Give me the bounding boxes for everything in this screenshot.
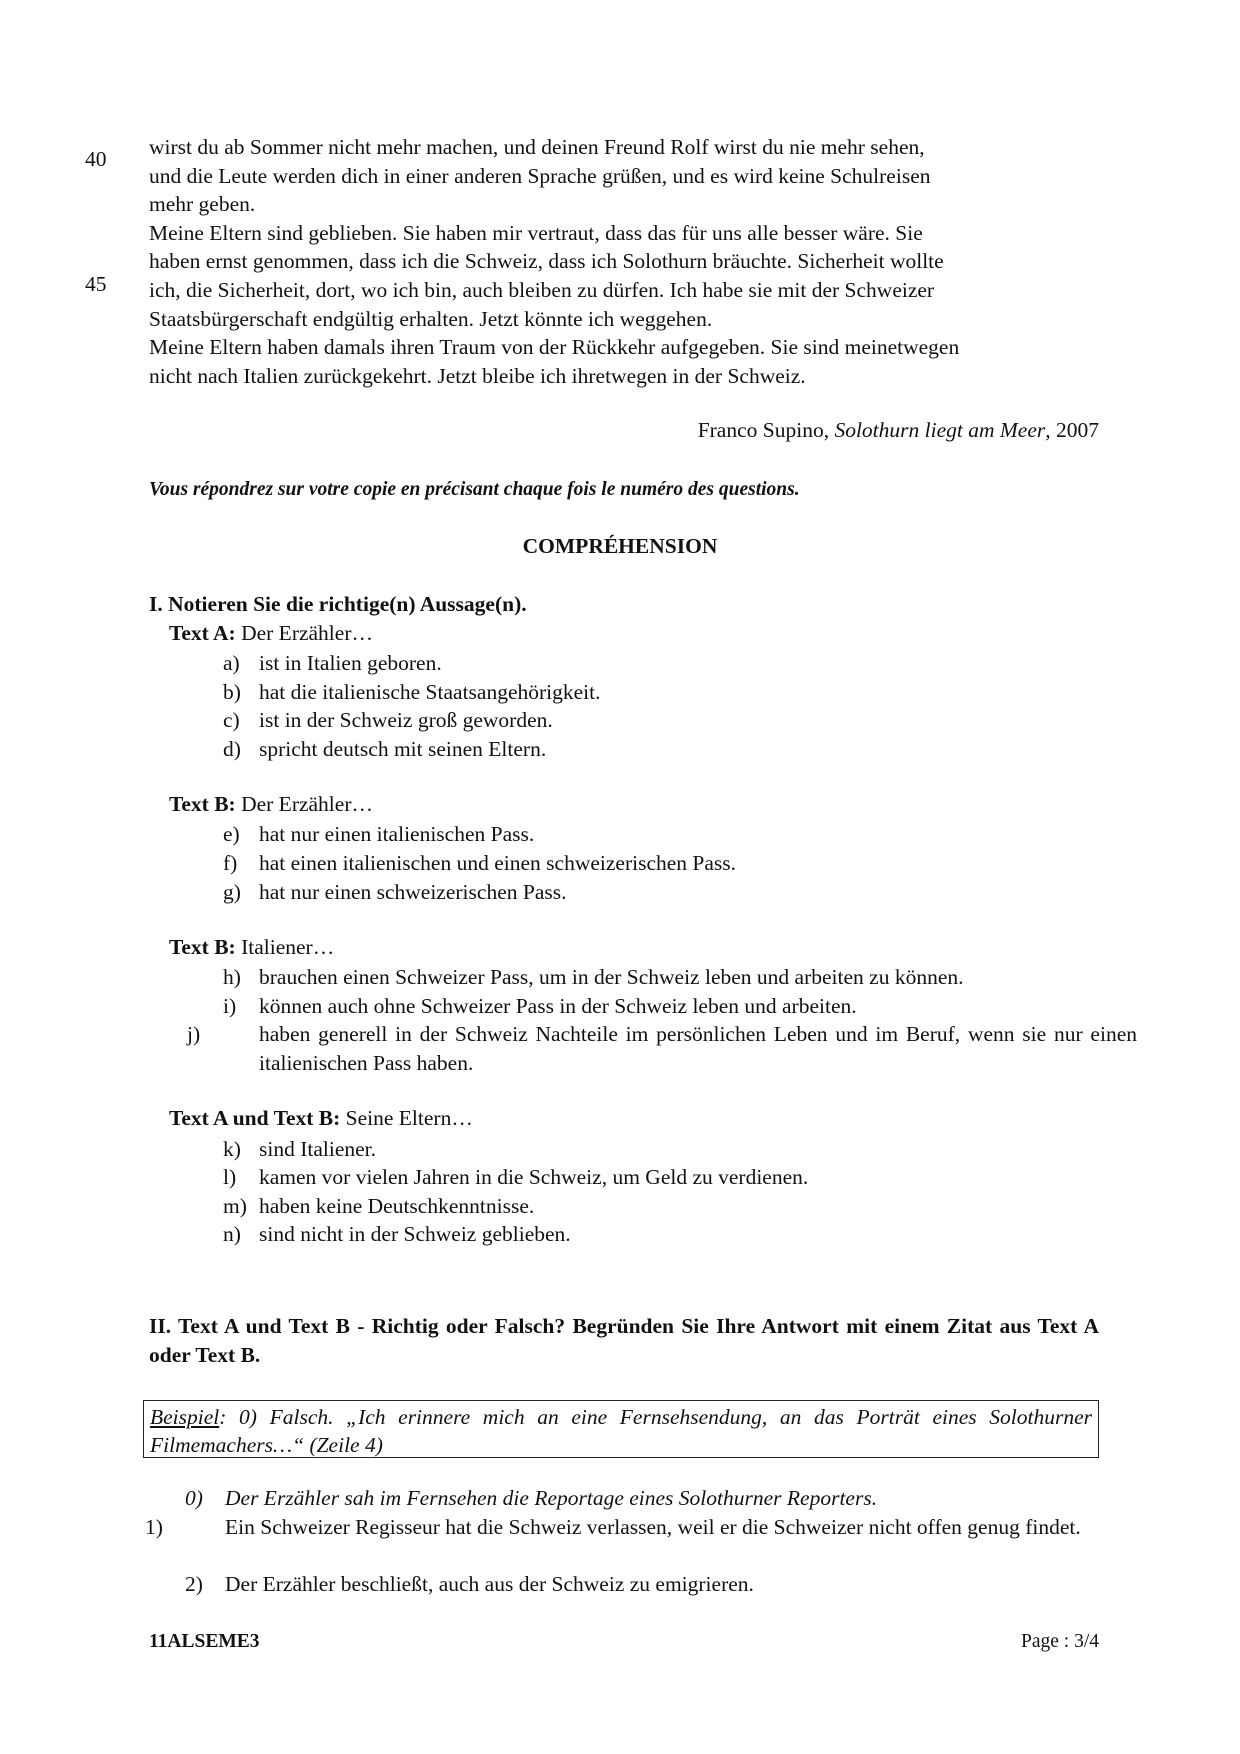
question-item [185, 1484, 1099, 1513]
list-item [223, 1163, 1101, 1192]
page-number: Page : 3/4 [1021, 1631, 1099, 1652]
passage-attribution [698, 418, 1099, 443]
passage-line: haben ernst genommen, dass ich die Schweiz, dass ich Solothurn bräuchte. Sicherheit wollte [149, 249, 944, 274]
passage-line: und die Leute werden dich in einer anderen Sprache grüßen, und es wird keine Schulreisen [149, 163, 931, 188]
question-text: Der Erzähler beschließt, auch aus der Schweiz zu emigrieren. [225, 1572, 754, 1596]
group-label: Text A und Text B: [169, 1106, 341, 1130]
list-item [223, 878, 1101, 907]
item-text: hat einen italienischen und einen schweizerischen Pass. [259, 851, 737, 875]
attribution-author: Franco Supino, [697, 418, 835, 442]
group-stem: Seine Eltern… [340, 1106, 473, 1130]
item-letter: b) [223, 680, 241, 704]
example-label: Beispiel [150, 1405, 220, 1429]
list-item [223, 735, 1101, 764]
item-letter: j) [187, 1022, 201, 1046]
item-letter: h) [223, 965, 241, 989]
item-letter: i) [223, 994, 237, 1018]
question-number: 1) [145, 1515, 163, 1539]
question-number: 0) [185, 1486, 203, 1510]
list-item [223, 849, 1101, 878]
example-text: : 0) Falsch. „Ich erinnere mich an eine Fernsehsendung, an das Porträt eines Solothurner Filmemachers…“ (Zeile 4) [150, 1405, 1092, 1457]
list-item [223, 963, 1101, 992]
group-title-text-a [169, 621, 373, 646]
attribution-title: Solothurn liegt am Meer [834, 418, 1046, 442]
item-text: brauchen einen Schweizer Pass, um in der Schweiz leben und arbeiten zu können. [259, 965, 964, 989]
group-title-text-b-italiener [169, 935, 334, 960]
item-text: hat nur einen italienischen Pass. [259, 822, 535, 846]
item-letter: n) [223, 1222, 241, 1246]
group-stem: Der Erzähler… [235, 621, 373, 645]
item-letter: c) [223, 708, 240, 732]
list-item [223, 706, 1101, 735]
passage-line: Staatsbürgerschaft endgültig erhalten. Jetzt könnte ich weggehen. [149, 306, 713, 331]
question-item [185, 1570, 1099, 1599]
reading-passage [149, 133, 1099, 390]
list-item [223, 1220, 1101, 1249]
question-item [145, 1513, 1099, 1542]
item-letter: k) [223, 1137, 241, 1161]
group-stem: Der Erzähler… [235, 792, 373, 816]
item-text: hat die italienische Staatsangehörigkeit. [259, 680, 601, 704]
group-title-text-a-und-b [169, 1106, 473, 1131]
item-text: sind Italiener. [259, 1137, 377, 1161]
list-item [223, 1192, 1101, 1221]
line-number-45: 45 [85, 272, 107, 296]
item-text: spricht deutsch mit seinen Eltern. [259, 737, 547, 761]
attribution-year: , 2007 [1045, 418, 1099, 442]
item-text: können auch ohne Schweizer Pass in der Schweiz leben und arbeiten. [259, 994, 857, 1018]
passage-line: ich, die Sicherheit, dort, wo ich bin, auch bleiben zu dürfen. Ich habe sie mit der Schweizer [149, 277, 935, 302]
item-letter: g) [223, 880, 241, 904]
passage-line: Meine Eltern haben damals ihren Traum von der Rückkehr aufgegeben. Sie sind meinetwegen [149, 335, 960, 360]
group-label: Text B: [169, 792, 236, 816]
list-item [223, 649, 1101, 678]
list-item [223, 678, 1101, 707]
section1-title: I. Notieren Sie die richtige(n) Aussage(n). [149, 592, 527, 616]
exam-code: 11ALSEME3 [149, 1631, 260, 1652]
item-letter: a) [223, 651, 240, 675]
passage-line: mehr geben. [149, 192, 256, 217]
list-item [223, 1135, 1101, 1164]
group-label: Text A: [169, 621, 236, 645]
passage-line: wirst du ab Sommer nicht mehr machen, und deinen Freund Rolf wirst du nie mehr sehen, [149, 135, 925, 159]
item-text: kamen vor vielen Jahren in die Schweiz, um Geld zu verdienen. [259, 1165, 809, 1189]
question-number: 2) [185, 1572, 203, 1596]
section2-title: II. Text A und Text B - Richtig oder Falsch? Begründen Sie Ihre Antwort mit einem Zitat aus Text A oder Text B. [149, 1314, 1099, 1367]
question-text: Der Erzähler sah im Fernsehen die Reportage eines Solothurner Reporters. [225, 1486, 878, 1510]
list-item [223, 992, 1101, 1021]
item-text: haben generell in der Schweiz Nachteile im persönlichen Leben und im Beruf, wenn sie nur einen italienischen Pass haben. [259, 1022, 1137, 1075]
group-title-text-b [169, 792, 373, 817]
answer-instruction: Vous répondrez sur votre copie en précisant chaque fois le numéro des questions. [149, 479, 800, 500]
item-text: ist in Italien geboren. [259, 651, 442, 675]
item-text: hat nur einen schweizerischen Pass. [259, 880, 567, 904]
group-label: Text B: [169, 935, 236, 959]
group-stem: Italiener… [235, 935, 335, 959]
passage-line: Meine Eltern sind geblieben. Sie haben mir vertraut, dass das für uns alle besser wäre. Sie [149, 220, 923, 245]
item-text: ist in der Schweiz groß geworden. [259, 708, 553, 732]
item-text: haben keine Deutschkenntnisse. [259, 1194, 535, 1218]
item-letter: f) [223, 851, 238, 875]
item-letter: l) [223, 1165, 237, 1189]
list-item [187, 1020, 1137, 1077]
section-heading: COMPRÉHENSION [522, 534, 718, 558]
item-letter: m) [223, 1194, 247, 1218]
line-number-40: 40 [85, 147, 107, 171]
item-letter: d) [223, 737, 241, 761]
item-text: sind nicht in der Schweiz geblieben. [259, 1222, 571, 1246]
item-letter: e) [223, 822, 240, 846]
passage-line: nicht nach Italien zurückgekehrt. Jetzt bleibe ich ihretwegen in der Schweiz. [149, 363, 806, 388]
example-box [143, 1400, 1099, 1458]
list-item [223, 820, 1101, 849]
question-text: Ein Schweizer Regisseur hat die Schweiz verlassen, weil er die Schweizer nicht offen genug findet. [225, 1515, 1081, 1539]
